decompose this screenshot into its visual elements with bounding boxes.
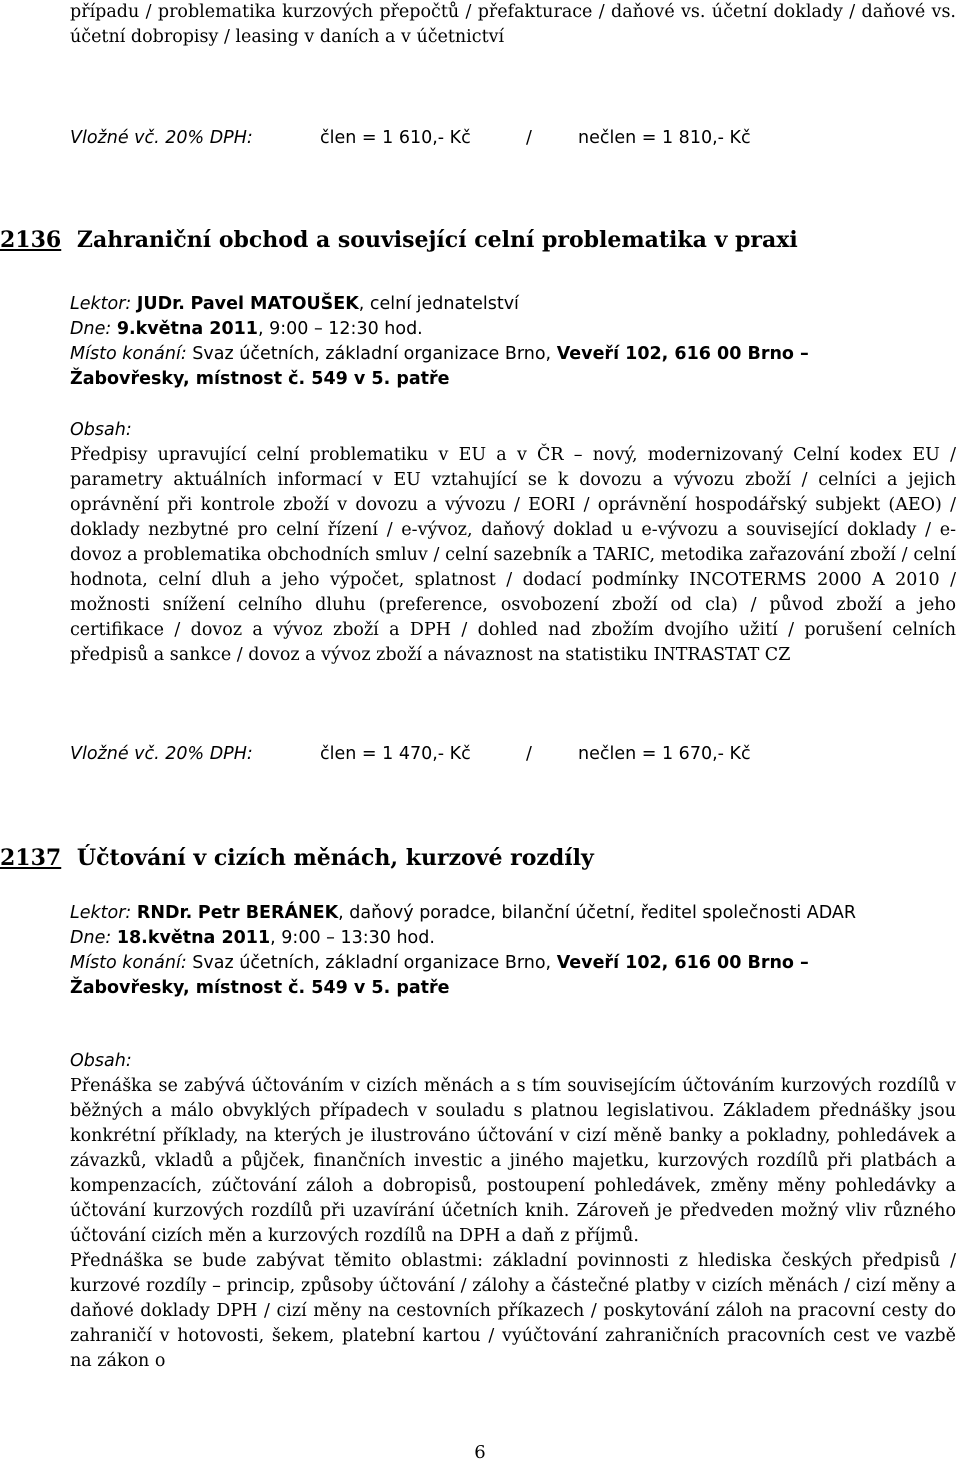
page-number: 6 xyxy=(474,1442,486,1463)
intro-paragraph xyxy=(70,0,956,50)
course-title: Účtování v cizích měnách, kurzové rozdíly xyxy=(76,845,594,871)
lektor-title: RNDr. xyxy=(136,903,193,923)
fee-line-2136 xyxy=(70,742,956,767)
date-label: Dne: xyxy=(70,319,112,339)
course-2137-content xyxy=(70,1049,956,1374)
date-value: 18.května 2011 xyxy=(116,928,271,948)
fee-nonmember: nečlen = 1 670,- Kč xyxy=(578,744,751,764)
lektor-line xyxy=(70,901,956,926)
course-number: 2137 xyxy=(0,845,62,871)
fee-member: člen = 1 470,- Kč xyxy=(320,744,471,764)
fee-line-2135 xyxy=(70,126,956,151)
obsah-label: Obsah: xyxy=(70,1051,132,1071)
fee-member: člen = 1 610,- Kč xyxy=(320,128,471,148)
venue-value: Svaz účetních, základní organizace Brno, xyxy=(192,953,552,973)
time-value: , 9:00 – 12:30 hod. xyxy=(257,319,423,339)
date-line xyxy=(70,317,956,342)
lektor-title: JUDr. xyxy=(136,294,185,314)
obsah-text-1: Přenáška se zabývá účtováním v cizích měnách a s tím souvisejícím účtováním kurzových rozdílů v běžných a málo obvyklých případech v souladu s platnou legislativou. Základem přednášky jsou konkrétní příklady, na kterých je ilustrováno účtování v cizí měně banky a pokladny, pohledávek a závazků, vkladů a půjček, finančních investic a jiného majetku, kurzových rozdílů při platbách a kompenzacích, zúčtování záloh a dobropisů, postoupení pohledávek, změny měny pohledávky a účtování kurzových rozdílů při uzavírání účetních knih. Zároveň je předveden možný vliv různého účtování cizích měn a kurzových rozdílů na DPH a daň z příjmů. xyxy=(70,1076,956,1246)
course-2137-info xyxy=(70,901,956,1001)
lektor-name: Petr BERÁNEK xyxy=(197,903,339,923)
date-label: Dne: xyxy=(70,928,112,948)
lektor-line xyxy=(70,292,956,317)
venue-address: Veveří 102, 616 00 Brno – Žabovřesky, místnost č. 549 v 5. patře xyxy=(70,344,809,389)
lektor-label: Lektor: xyxy=(70,294,132,314)
lektor-label: Lektor: xyxy=(70,903,132,923)
date-line xyxy=(70,926,956,951)
venue-label: Místo konání: xyxy=(70,953,187,973)
venue-value: Svaz účetních, základní organizace Brno, xyxy=(192,344,552,364)
venue-label: Místo konání: xyxy=(70,344,187,364)
time-value: , 9:00 – 13:30 hod. xyxy=(270,928,435,948)
fee-label: Vložné vč. 20% DPH: xyxy=(70,128,253,148)
course-number: 2136 xyxy=(0,227,62,253)
obsah-text-2: Přednáška se bude zabývat těmito oblastmi: základní povinnosti z hlediska českých předpisů / kurzové rozdíly – princip, způsoby účtování / zálohy a částečné platby v cizích měnách / cizí měny a daňové doklady DPH / cizí měny na cestovních příkazech / poskytování záloh na pracovní cesty do zahraničí v hotovosti, šekem, platební kartou / vyúčtování zahraničních pracovních cest ve vazbě na zákon o xyxy=(70,1251,956,1371)
fee-slash: / xyxy=(526,744,532,764)
course-2137-heading xyxy=(0,844,594,872)
course-2136-heading xyxy=(0,226,798,254)
venue-address: Veveří 102, 616 00 Brno – Žabovřesky, místnost č. 549 v 5. patře xyxy=(70,953,809,998)
lektor-role: , daňový poradce, bilanční účetní, ředitel společnosti ADAR xyxy=(338,903,857,923)
date-value: 9.května 2011 xyxy=(116,319,258,339)
fee-nonmember: nečlen = 1 810,- Kč xyxy=(578,128,751,148)
obsah-text: Předpisy upravující celní problematiku v EU a v ČR – nový, modernizovaný Celní kodex EU / parametry aktuálních informací v EU vztahující se k dovozu a vývozu zboží / celníci a jejich oprávnění při kontrole zboží v dovozu a vývozu / EORI / oprávnění hospodářský subjekt (AEO) / doklady nezbytné pro celní řízení / e-vývoz, daňový doklad u e-vývozu a související doklady / e-dovoz a problematika obchodních smluv / celní sazebník a TARIC, metodika zařazování zboží / celní hodnota, celní dluh a jeho výpočet, splatnost / dodací podmínky INCOTERMS 2000 A 2010 / možnosti snížení celního dluhu (preference, osvobození zboží od cla) / původ zboží a jeho certifikace / dovoz a vývoz zboží a DPH / dohled nad zbožím dvojího užití / porušení celních předpisů a sankce / dovoz a vývoz zboží a návaznost na statistiku INTRASTAT CZ xyxy=(70,445,956,665)
lektor-role: , celní jednatelství xyxy=(358,294,519,314)
course-2136-info xyxy=(70,292,956,392)
fee-slash: / xyxy=(526,128,532,148)
venue-line xyxy=(70,951,870,1001)
lektor-name: Pavel MATOUŠEK xyxy=(190,294,359,314)
course-title: Zahraniční obchod a související celní problematika v praxi xyxy=(76,227,798,253)
obsah-label: Obsah: xyxy=(70,420,132,440)
course-2136-content xyxy=(70,418,956,668)
fee-label: Vložné vč. 20% DPH: xyxy=(70,744,253,764)
intro-text: případu / problematika kurzových přepočtů / přefakturace / daňové vs. účetní doklady / daňové vs. účetní dobropisy / leasing v daních a v účetnictví xyxy=(70,2,956,47)
venue-line xyxy=(70,342,870,392)
